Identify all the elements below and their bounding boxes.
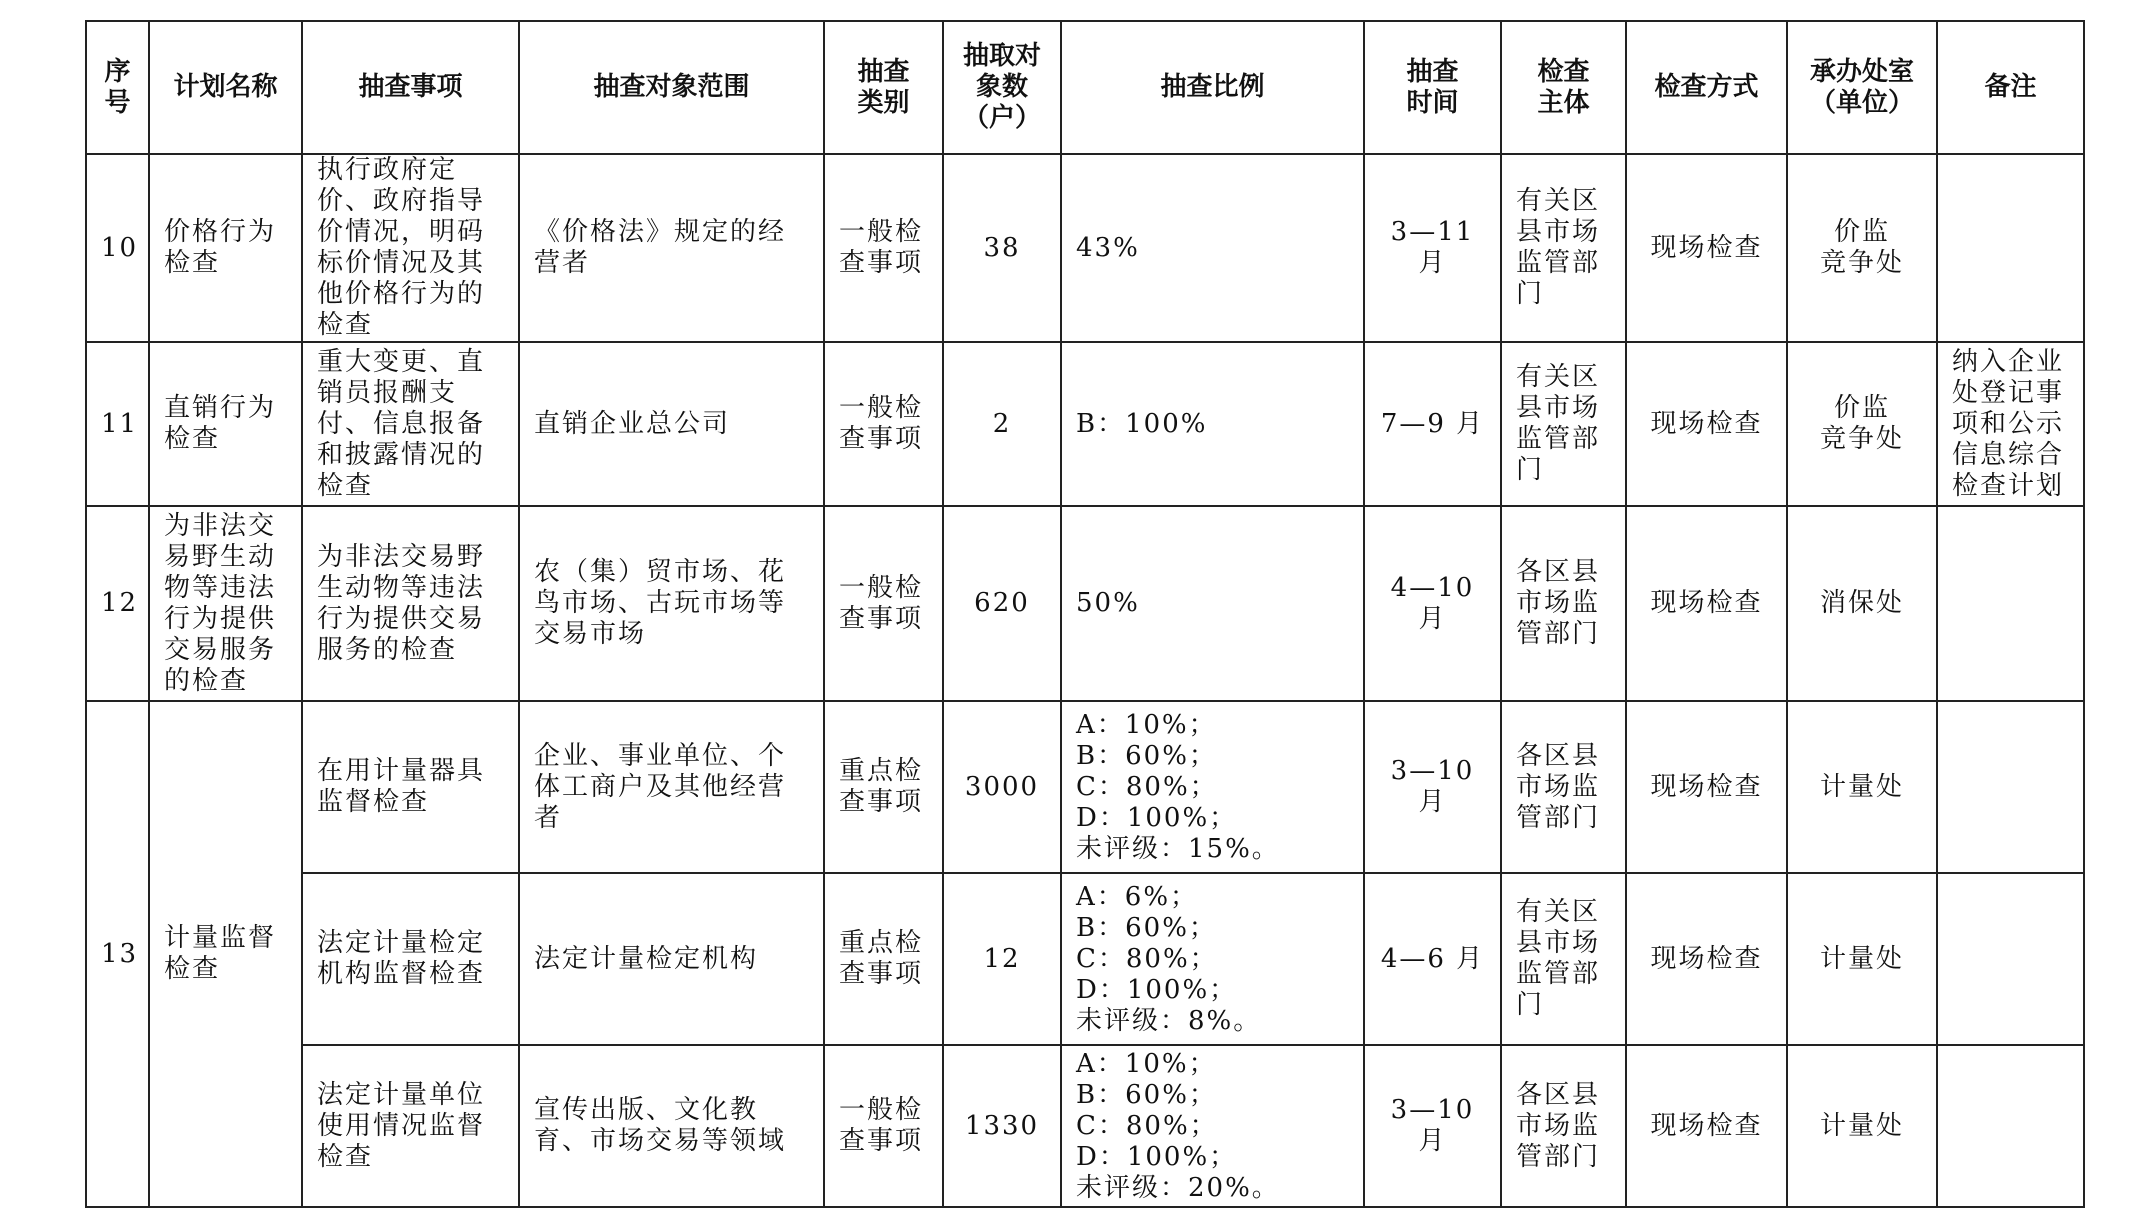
cell-office: 价监 竞争处 — [1787, 154, 1937, 342]
header-scope: 抽查对象范围 — [519, 21, 824, 154]
cell-method: 现场检查 — [1626, 506, 1787, 701]
cell-office: 计量处 — [1787, 1045, 1937, 1207]
inspection-plan-table — [85, 20, 2085, 1208]
cell-office: 价监 竞争处 — [1787, 342, 1937, 506]
header-method: 检查方式 — [1626, 21, 1787, 154]
cell-seq: 12 — [86, 506, 149, 701]
cell-seq: 13 — [86, 701, 149, 1207]
cell-ratio: A：6%； B：60%； C：80%； D：100%； 未评级：8%。 — [1061, 873, 1364, 1045]
header-item: 抽查事项 — [302, 21, 519, 154]
cell-item: 执行政府定价、政府指导价情况，明码标价情况及其他价格行为的检查 — [302, 154, 519, 342]
cell-ratio: B：100% — [1061, 342, 1364, 506]
table-row — [86, 701, 2084, 873]
table-row — [86, 342, 2084, 506]
cell-time: 7—9 月 — [1364, 342, 1501, 506]
header-subject: 检查主体 — [1501, 21, 1626, 154]
cell-subject: 有关区县市场监管部门 — [1501, 873, 1626, 1045]
cell-plan: 价格行为检查 — [149, 154, 302, 342]
cell-time: 4—6 月 — [1364, 873, 1501, 1045]
cell-subject: 各区县市场监管部门 — [1501, 701, 1626, 873]
header-time: 抽查时间 — [1364, 21, 1501, 154]
cell-plan: 直销行为检查 — [149, 342, 302, 506]
cell-note — [1937, 873, 2084, 1045]
cell-time: 3—10 月 — [1364, 701, 1501, 873]
cell-plan: 为非法交易野生动物等违法行为提供交易服务的检查 — [149, 506, 302, 701]
cell-time: 4—10 月 — [1364, 506, 1501, 701]
cell-scope: 农（集）贸市场、花鸟市场、古玩市场等交易市场 — [519, 506, 824, 701]
cell-scope: 法定计量检定机构 — [519, 873, 824, 1045]
cell-subject: 有关区县市场监管部门 — [1501, 342, 1626, 506]
cell-category: 一般检查事项 — [824, 342, 943, 506]
cell-ratio: A：10%； B：60%； C：80%； D：100%； 未评级：20%。 — [1061, 1045, 1364, 1207]
cell-method: 现场检查 — [1626, 1045, 1787, 1207]
cell-category: 一般检查事项 — [824, 506, 943, 701]
cell-note — [1937, 1045, 2084, 1207]
table-row — [86, 1045, 2084, 1207]
cell-note — [1937, 506, 2084, 701]
cell-method: 现场检查 — [1626, 154, 1787, 342]
header-ratio: 抽查比例 — [1061, 21, 1364, 154]
cell-subject: 各区县市场监管部门 — [1501, 506, 1626, 701]
cell-count: 620 — [943, 506, 1061, 701]
cell-time: 3—11 月 — [1364, 154, 1501, 342]
cell-item: 重大变更、直销员报酬支付、信息报备和披露情况的检查 — [302, 342, 519, 506]
cell-method: 现场检查 — [1626, 873, 1787, 1045]
cell-plan: 计量监督检查 — [149, 701, 302, 1207]
cell-count: 12 — [943, 873, 1061, 1045]
table-row — [86, 506, 2084, 701]
cell-category: 一般检查事项 — [824, 154, 943, 342]
cell-ratio: A：10%； B：60%； C：80%； D：100%； 未评级：15%。 — [1061, 701, 1364, 873]
cell-count: 38 — [943, 154, 1061, 342]
table-row — [86, 873, 2084, 1045]
cell-scope: 企业、事业单位、个体工商户及其他经营者 — [519, 701, 824, 873]
cell-count: 1330 — [943, 1045, 1061, 1207]
cell-office: 消保处 — [1787, 506, 1937, 701]
cell-scope: 宣传出版、文化教育、市场交易等领域 — [519, 1045, 824, 1207]
cell-item: 为非法交易野生动物等违法行为提供交易服务的检查 — [302, 506, 519, 701]
cell-count: 3000 — [943, 701, 1061, 873]
cell-category: 重点检查事项 — [824, 873, 943, 1045]
cell-ratio: 50% — [1061, 506, 1364, 701]
cell-item: 法定计量单位使用情况监督检查 — [302, 1045, 519, 1207]
cell-method: 现场检查 — [1626, 342, 1787, 506]
cell-item: 法定计量检定机构监督检查 — [302, 873, 519, 1045]
cell-note — [1937, 701, 2084, 873]
cell-subject: 各区县市场监管部门 — [1501, 1045, 1626, 1207]
cell-office: 计量处 — [1787, 873, 1937, 1045]
cell-item: 在用计量器具监督检查 — [302, 701, 519, 873]
header-count: 抽取对象数（户） — [943, 21, 1061, 154]
cell-category: 重点检查事项 — [824, 701, 943, 873]
cell-time: 3—10 月 — [1364, 1045, 1501, 1207]
header-office: 承办处室（单位） — [1787, 21, 1937, 154]
header-note: 备注 — [1937, 21, 2084, 154]
cell-scope: 《价格法》规定的经营者 — [519, 154, 824, 342]
cell-seq: 11 — [86, 342, 149, 506]
cell-note — [1937, 154, 2084, 342]
header-plan: 计划名称 — [149, 21, 302, 154]
cell-category: 一般检查事项 — [824, 1045, 943, 1207]
cell-scope: 直销企业总公司 — [519, 342, 824, 506]
table-row — [86, 154, 2084, 342]
cell-office: 计量处 — [1787, 701, 1937, 873]
header-row — [86, 21, 2084, 154]
cell-seq: 10 — [86, 154, 149, 342]
cell-subject: 有关区县市场监管部门 — [1501, 154, 1626, 342]
cell-method: 现场检查 — [1626, 701, 1787, 873]
header-seq: 序号 — [86, 21, 149, 154]
cell-note: 纳入企业处登记事项和公示信息综合检查计划 — [1937, 342, 2084, 506]
cell-count: 2 — [943, 342, 1061, 506]
header-category: 抽查类别 — [824, 21, 943, 154]
cell-ratio: 43% — [1061, 154, 1364, 342]
